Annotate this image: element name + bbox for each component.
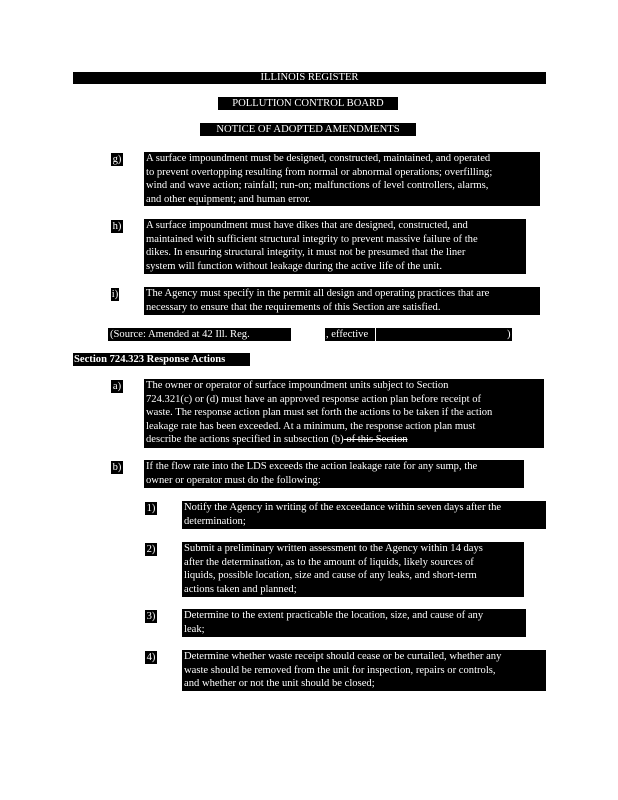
struck-text: of this Section (343, 434, 408, 445)
item-label: i) (111, 289, 119, 300)
paragraph-block (144, 152, 540, 206)
paragraph-line: If the flow rate into the LDS exceeds the action leakage rate for any sump, the (146, 461, 478, 472)
paragraph-line: 724.321(c) or (d) must have an approved response action plan before receipt of (146, 393, 482, 405)
paragraph-line: The Agency must specify in the permit all design and operating practices that are (146, 288, 490, 299)
paragraph-line: and whether or not the unit should be closed; (184, 678, 375, 689)
paragraph-line: necessary to ensure that the requirements of this Section are satisfied. (146, 301, 441, 313)
paragraph-line: waste should be removed from the unit for inspection, repairs or controls, (184, 664, 496, 676)
paragraph-line: after the determination, as to the amount of liquids, likely sources of (184, 556, 474, 568)
item-label: a) (112, 381, 122, 392)
board-title: POLLUTION CONTROL BOARD (232, 98, 384, 109)
subitem-label: 2) (146, 544, 156, 555)
item-label: g) (112, 154, 122, 165)
subitem-label: 4) (146, 652, 156, 663)
paragraph-line: A surface impoundment must have dikes that are designed, constructed, and (146, 220, 468, 231)
register-title: ILLINOIS REGISTER (260, 72, 359, 83)
paragraph-line: actions taken and planned; (184, 583, 297, 595)
paragraph-block (144, 460, 524, 488)
paragraph-line: owner or operator must do the following: (146, 474, 321, 486)
source-note: (Source: Amended at 42 Ill. Reg. (110, 329, 250, 340)
paragraph-line: dikes. In ensuring structural integrity, it must not be presumed that the liner (146, 247, 466, 258)
paragraph-line: leakage rate has been exceeded. At a minimum, the response action plan must (146, 420, 476, 432)
source-effective: , effective (326, 329, 369, 340)
subparagraph-block (182, 501, 546, 529)
paragraph-line: wind and wave action; rainfall; run-on; malfunctions of level controllers, alarms, (146, 180, 489, 191)
source-close-bg (376, 328, 512, 341)
notice-title: NOTICE OF ADOPTED AMENDMENTS (216, 124, 400, 135)
paragraph-line: Submit a preliminary written assessment to the Agency within 14 days (184, 543, 483, 554)
subitem-label: 3) (146, 611, 156, 622)
paragraph-line: Determine whether waste receipt should cease or be curtailed, whether any (184, 651, 502, 662)
paragraph-block (144, 287, 540, 315)
paragraph-line-last (146, 433, 408, 447)
paragraph-line: maintained with sufficient structural integrity to prevent massive failure of the (146, 233, 478, 245)
paragraph-text: describe the actions specified in subsection (b) (146, 434, 344, 445)
paragraph-line: determination; (184, 515, 246, 527)
paragraph-line: The owner or operator of surface impoundment units subject to Section (146, 380, 449, 391)
paragraph-line: leak; (184, 623, 205, 635)
paragraph-block (144, 219, 526, 274)
paragraph-line: system will function without leakage during the active life of the unit. (146, 260, 442, 272)
paragraph-line: A surface impoundment must be designed, constructed, maintained, and operated (146, 153, 491, 164)
paragraph-line: waste. The response action plan must set forth the actions to be taken if the action (146, 407, 493, 418)
subparagraph-block (182, 542, 524, 597)
source-close: ) (507, 329, 511, 340)
section-heading: Section 724.323 Response Actions (74, 354, 226, 365)
paragraph-line: and other equipment; and human error. (146, 193, 311, 205)
paragraph-line: Determine to the extent practicable the location, size, and cause of any (184, 610, 484, 621)
paragraph-line: to prevent overtopping resulting from normal or abnormal operations; overfilling; (146, 166, 493, 178)
item-label: b) (112, 462, 122, 473)
paragraph-line: liquids, possible location, size and cause of any leaks, and short-term (184, 570, 477, 581)
item-label: h) (112, 221, 122, 232)
subparagraph-block (182, 609, 526, 637)
paragraph-block (144, 379, 544, 448)
subitem-label: 1) (146, 503, 156, 514)
paragraph-line: Notify the Agency in writing of the exceedance within seven days after the (184, 502, 502, 513)
subparagraph-block (182, 650, 546, 691)
